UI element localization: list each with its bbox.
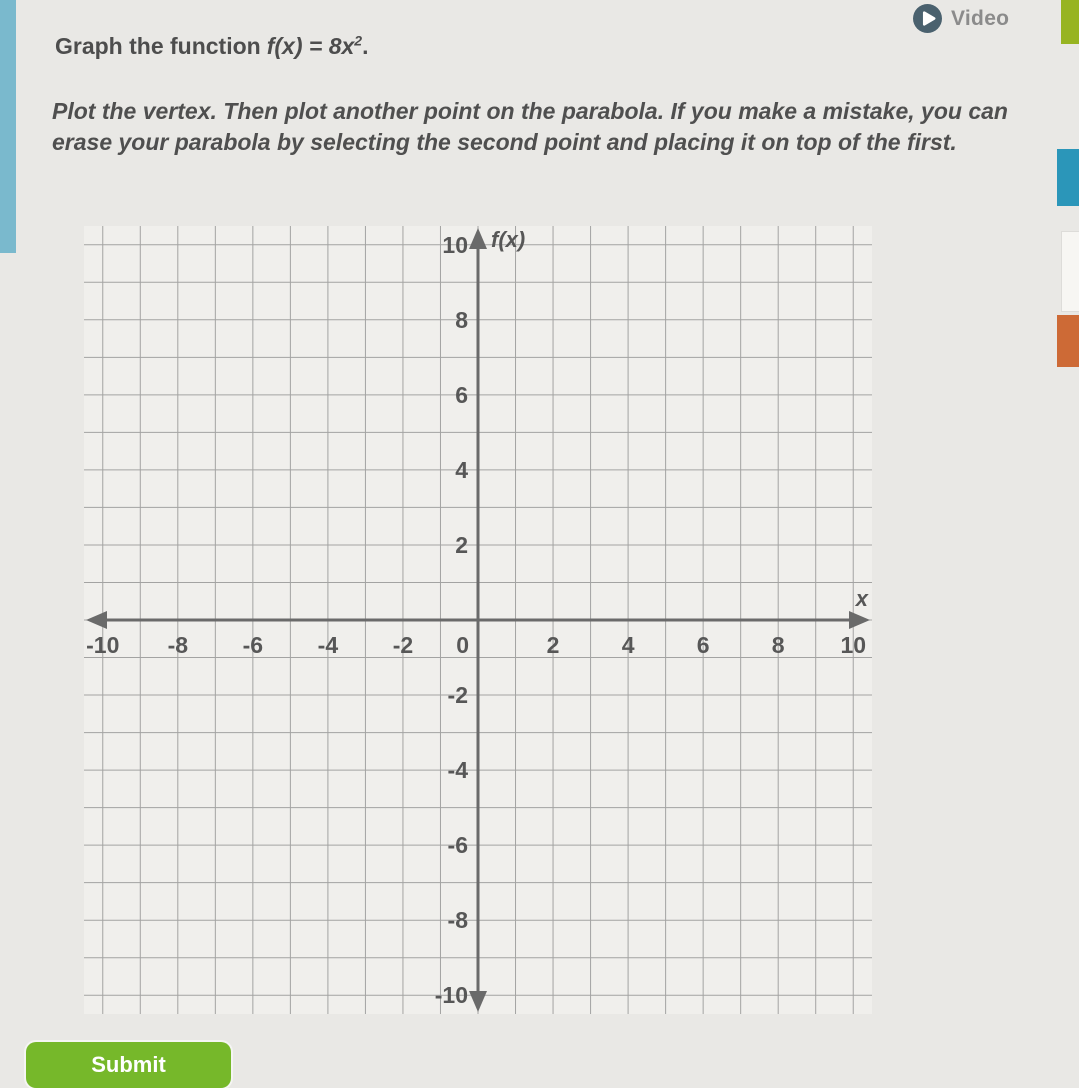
right-edge-block-green [1061,0,1079,44]
x-tick-label: 2 [546,632,560,658]
y-tick-label: 8 [455,306,468,333]
problem-prompt [55,33,955,60]
x-axis-label: x [855,586,868,611]
left-edge-stripe [0,0,16,253]
video-button-label: Video [951,6,1010,30]
video-button[interactable] [910,1,1011,36]
y-tick-label: -8 [447,907,468,934]
y-tick-label: -2 [447,682,468,709]
y-tick-label: -6 [447,832,468,859]
y-tick-label: -4 [447,757,468,784]
x-tick-label: -2 [392,632,414,658]
y-tick-label: 4 [455,456,468,483]
y-axis-label: f(x) [491,227,526,252]
x-tick-label: 8 [771,632,785,658]
x-tick-label: -10 [86,632,120,658]
prompt-period: . [362,33,369,59]
x-tick-label: 10 [840,632,867,658]
y-tick-label: 6 [455,381,468,408]
y-tick-label: 10 [442,231,468,258]
prompt-text: Graph the function [55,33,261,59]
graph-canvas[interactable] [84,226,872,1014]
x-tick-label: 4 [621,632,635,658]
x-tick-label: -6 [242,632,264,658]
exponent: 2 [354,32,363,49]
x-tick-label: 0 [456,632,469,658]
submit-button[interactable]: Submit [26,1042,231,1088]
instructions-text: Plot the vertex. Then plot another point on the parabola. If you make a mistake, you can erase your parabola by selecting the second point and placing it on top of the first. [52,98,1008,155]
y-tick-label: -10 [434,982,468,1009]
video-play-icon [912,3,943,34]
right-edge-block-orange [1057,315,1079,367]
x-tick-label: 6 [696,632,710,658]
function-expression: $f(x) = 8x^2$ [266,32,363,59]
x-tick-label: -4 [317,632,339,658]
x-tick-label: -8 [167,632,189,658]
right-edge-block-white [1061,231,1079,312]
y-tick-label: 2 [455,531,468,558]
